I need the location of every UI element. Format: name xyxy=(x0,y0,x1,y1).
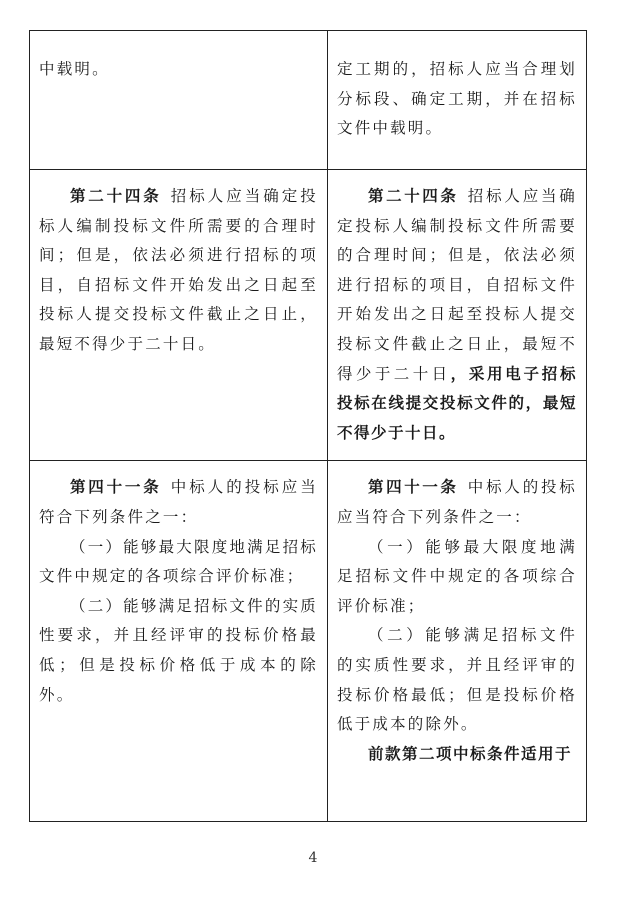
article-text: 中标人的投标应当符合下列条件之一： xyxy=(39,478,318,526)
table-cell-original xyxy=(30,31,328,170)
table-cell-original xyxy=(30,170,328,461)
comparison-table xyxy=(29,30,587,822)
article-item: （二）能够满足招标文件的实质性要求，并且经评审的投标价格最低；但是投标价格低于成本的除外。 xyxy=(337,626,577,734)
article-text: 招标人应当确定投标人编制投标文件所需要的合理时间；但是，依法必须进行招标的项目，自招标文件开始发出之日起至投标人提交投标文件截止之日止，最短不得少于二十日。 xyxy=(39,187,318,353)
article-number: 第二十四条 xyxy=(368,187,459,205)
page-number: 4 xyxy=(308,850,318,866)
cell-text: 定工期的，招标人应当合理划分标段、确定工期，并在招标文件中载明。 xyxy=(337,60,577,138)
article-item: （一）能够最大限度地满足招标文件中规定的各项综合评价标准； xyxy=(39,537,318,586)
article-text: 中标人的投标应当符合下列条件之一： xyxy=(337,478,577,526)
table-row xyxy=(30,170,587,461)
table-cell-revised xyxy=(328,461,587,822)
article-number: 第二十四条 xyxy=(70,187,162,205)
table-cell-original xyxy=(30,461,328,822)
article-number: 第四十一条 xyxy=(70,478,162,497)
table-cell-revised xyxy=(328,170,587,461)
article-number: 第四十一条 xyxy=(368,478,459,497)
added-text: ，采用电子招标投标在线提交投标文件的，最短不得少于十日。 xyxy=(337,364,577,442)
article-item: （二）能够满足招标文件的实质性要求，并且经评审的投标价格最低；但是投标价格低于成本的除外。 xyxy=(39,596,318,704)
article-paragraph xyxy=(337,473,577,532)
table-row xyxy=(30,461,587,822)
article-item: （一）能够最大限度地满足招标文件中规定的各项综合评价标准； xyxy=(337,537,577,615)
cell-text: 中载明。 xyxy=(39,60,110,78)
table-cell-revised xyxy=(328,31,587,170)
article-paragraph xyxy=(39,473,318,532)
article-paragraph xyxy=(337,182,577,448)
article-text: 招标人应当确定投标人编制投标文件所需要的合理时间；但是，依法必须进行招标的项目，自招标文件开始发出之日起至投标人提交投标文件截止之日止，最短不得少于二十日 xyxy=(337,187,577,383)
added-text: 前款第二项中标条件适用于 xyxy=(368,744,573,763)
article-paragraph xyxy=(39,182,318,360)
table-row xyxy=(30,31,587,170)
